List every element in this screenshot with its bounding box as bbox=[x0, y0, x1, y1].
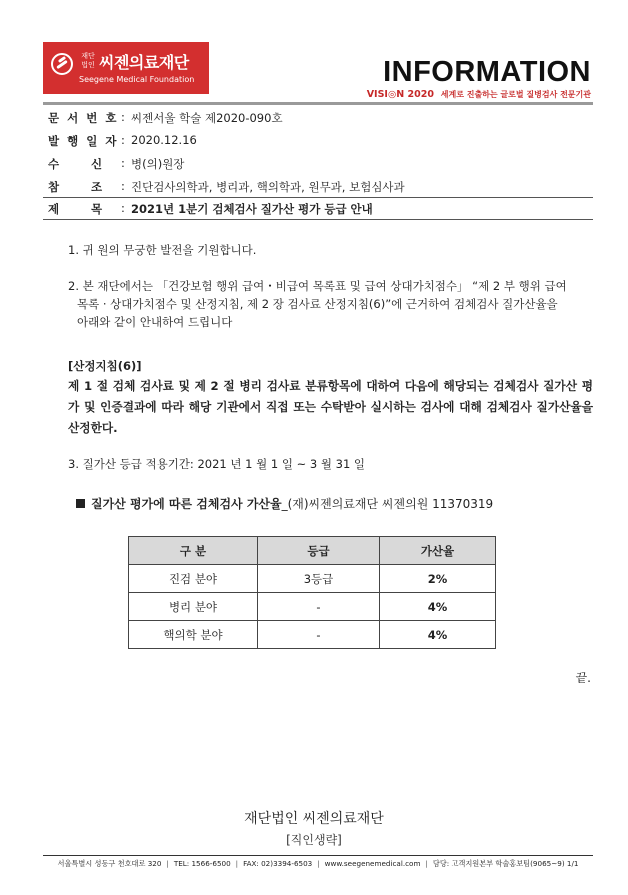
footer-fax: FAX: 02)3394-6503 bbox=[243, 859, 313, 868]
section-title-text: 질가산 평가에 따른 검체검사 가산율 bbox=[91, 497, 282, 511]
table-cell-grade: - bbox=[258, 593, 380, 621]
table-cell-rate: 4% bbox=[380, 621, 496, 649]
table-cell-field: 핵의학 분야 bbox=[129, 621, 258, 649]
table-cell-field: 병리 분야 bbox=[129, 593, 258, 621]
vision-word: VISI◎N 2020 bbox=[366, 89, 434, 100]
paragraph-2-line: 목록 · 상대가치점수 및 산정지침, 제 2 장 검사료 산정지침(6)”에 근거하여 검체검사 질가산율을 bbox=[77, 297, 558, 311]
meta-divider bbox=[43, 197, 593, 198]
meta-colon: : bbox=[121, 133, 125, 147]
meta-label: 제 bbox=[48, 202, 60, 216]
table-header-row bbox=[129, 537, 496, 565]
paragraph-3: 3. 질가산 등급 적용기간: 2021 년 1 월 1 일 ~ 3 월 31 일 bbox=[68, 457, 366, 471]
seegene-logo-icon bbox=[51, 53, 73, 75]
meta-label: 신 bbox=[91, 157, 103, 171]
table-row bbox=[129, 621, 496, 649]
signer-name: 재단법인 씨젠의료재단 bbox=[244, 811, 384, 827]
footer-website-link[interactable]: www.seegenemedical.com bbox=[324, 859, 421, 868]
table-header-cell: 구 분 bbox=[129, 537, 258, 565]
vision-slogan bbox=[367, 89, 591, 100]
meta-colon: : bbox=[121, 156, 125, 170]
meta-label: 조 bbox=[91, 180, 103, 194]
meta-colon: : bbox=[121, 110, 125, 124]
seal-note: [직인생략] bbox=[286, 833, 342, 847]
meta-colon: : bbox=[121, 201, 125, 215]
meta-label: 참 bbox=[48, 180, 60, 194]
table-header-cell: 가산율 bbox=[380, 537, 496, 565]
logo-english-name: Seegene Medical Foundation bbox=[79, 75, 195, 84]
meta-doc-number bbox=[43, 110, 593, 132]
paragraph-2-line: 아래와 같이 안내하여 드립니다 bbox=[77, 315, 233, 329]
meta-value: 씨젠서울 학술 제2020-090호 bbox=[131, 111, 283, 125]
meta-label: 발 행 일 자 bbox=[48, 134, 119, 148]
basis-text: 제 1 절 검체 검사료 및 제 2 절 병리 검사료 분류항목에 대하여 다음에 해당되는 검체검사 질가산 평가 및 인증결과에 따라 해당 기관에서 직접 또는 수탁받아 실시하는 검사에 대해 검체검사 질가산율을 산정한다. bbox=[68, 379, 593, 435]
meta-value: 진단검사의학과, 병리과, 핵의학과, 원무과, 보험심사과 bbox=[131, 180, 405, 194]
footer: 서울특별시 성동구 천호대로 320 | TEL: 1566-6500 | FAX: 02)3394-6503 | www.seegenemedical.com | 담당: 고객지원본부 학술홍보팀(9065~9) 1/1 bbox=[57, 859, 579, 868]
meta-label: 목 bbox=[91, 202, 103, 216]
page-title: INFORMATION bbox=[383, 56, 591, 88]
paragraph-2-line: 2. 본 재단에서는 「건강보험 행위 급여・비급여 목록표 및 급여 상대가치점수」 “제 2 부 행위 급여 bbox=[68, 279, 567, 293]
table-cell-rate: 4% bbox=[380, 593, 496, 621]
paragraph-1: 1. 귀 원의 무궁한 발전을 기원합니다. bbox=[68, 243, 257, 257]
meta-label: 문 서 번 호 bbox=[48, 111, 119, 125]
table-row bbox=[129, 565, 496, 593]
end-mark: 끝. bbox=[575, 671, 591, 685]
meta-value: 병(의)원장 bbox=[131, 157, 185, 171]
footer-contact: 담당: 고객지원본부 학술홍보팀(9065~9) 1/1 bbox=[432, 859, 579, 868]
logo-small-text: 재단법인 bbox=[81, 52, 95, 69]
table-cell-grade: 3등급 bbox=[258, 565, 380, 593]
meta-issue-date bbox=[43, 133, 593, 155]
footer-tel: TEL: 1566-6500 bbox=[173, 859, 231, 868]
section-title-suffix: _(재)씨젠의료재단 씨젠의원 11370319 bbox=[281, 497, 494, 511]
footer-address: 서울특별시 성동구 천호대로 320 bbox=[57, 859, 162, 868]
foundation-logo bbox=[43, 42, 209, 94]
header-divider bbox=[43, 102, 593, 105]
logo-name: 씨젠의료재단 bbox=[99, 53, 189, 72]
meta-recipient bbox=[43, 156, 593, 178]
meta-colon: : bbox=[121, 179, 125, 193]
table-cell-rate: 2% bbox=[380, 565, 496, 593]
table-cell-grade: - bbox=[258, 621, 380, 649]
meta-value: 2020.12.16 bbox=[131, 133, 197, 147]
section-title bbox=[76, 495, 493, 512]
table-header-cell: 등급 bbox=[258, 537, 380, 565]
footer-divider bbox=[43, 855, 593, 856]
meta-value: 2021년 1분기 검체검사 질가산 평가 등급 안내 bbox=[131, 202, 373, 216]
vision-text: 세계로 진출하는 글로벌 질병검사 전문기관 bbox=[440, 90, 591, 99]
subject-divider bbox=[43, 219, 593, 220]
table-cell-field: 진검 분야 bbox=[129, 565, 258, 593]
bullet-square-icon bbox=[76, 499, 85, 508]
quality-grade-table bbox=[128, 536, 496, 649]
table-row bbox=[129, 593, 496, 621]
meta-label: 수 bbox=[48, 157, 60, 171]
basis-title: [산정지침(6)] bbox=[68, 359, 142, 373]
paragraph-2 bbox=[68, 277, 593, 331]
